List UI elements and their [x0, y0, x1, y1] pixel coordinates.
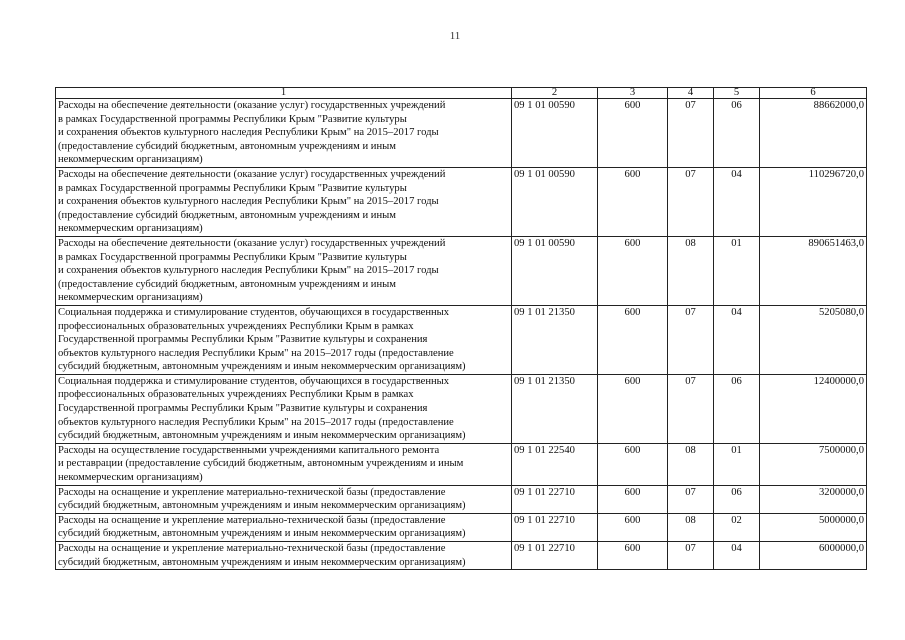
amount: 6000000,0 — [760, 542, 867, 570]
column-header: 3 — [598, 88, 668, 99]
column-header: 5 — [714, 88, 760, 99]
program-code: 09 1 01 22710 — [512, 542, 598, 570]
amount: 7500000,0 — [760, 443, 867, 485]
program-code: 09 1 01 00590 — [512, 167, 598, 236]
expense-description: Социальная поддержка и стимулирование студентов, обучающихся в государственных профессиональных образовательных учреждениях Республики Крым в рамках Государственной программы Республики Крым "Развитие культуры и сохранения объектов культурного наследия Республики Крым" на 2015–2017 годы (предоставление субсидий бюджетным, автономным учреждениям и иным некоммерческим организациям) — [56, 305, 512, 374]
subsection-code: 06 — [714, 374, 760, 443]
table-row — [56, 374, 867, 443]
expense-description: Расходы на оснащение и укрепление материально-технической базы (предоставление субсидий бюджетным, автономным учреждениям и иным некоммерческим организациям) — [56, 513, 512, 541]
table-row — [56, 513, 867, 541]
expense-type-code: 600 — [598, 513, 668, 541]
page-number: 11 — [449, 30, 461, 42]
expense-type-code: 600 — [598, 374, 668, 443]
program-code: 09 1 01 22710 — [512, 485, 598, 513]
expense-type-code: 600 — [598, 443, 668, 485]
subsection-code: 01 — [714, 443, 760, 485]
subsection-code: 04 — [714, 167, 760, 236]
expense-type-code: 600 — [598, 305, 668, 374]
amount: 890651463,0 — [760, 236, 867, 305]
section-code: 08 — [668, 513, 714, 541]
subsection-code: 04 — [714, 542, 760, 570]
expense-description: Расходы на оснащение и укрепление материально-технической базы (предоставление субсидий бюджетным, автономным учреждениям и иным некоммерческим организациям) — [56, 542, 512, 570]
subsection-code: 04 — [714, 305, 760, 374]
expense-type-code: 600 — [598, 167, 668, 236]
expense-description: Расходы на оснащение и укрепление материально-технической базы (предоставление субсидий бюджетным, автономным учреждениям и иным некоммерческим организациям) — [56, 485, 512, 513]
expense-description: Расходы на обеспечение деятельности (оказание услуг) государственных учреждений в рамках Государственной программы Республики Крым "Развитие культуры и сохранения объектов культурного наследия Республики Крым" на 2015–2017 годы (предоставление субсидий бюджетным, автономным учреждениям и иным некоммерческим организациям) — [56, 99, 512, 168]
section-code: 08 — [668, 443, 714, 485]
amount: 5205080,0 — [760, 305, 867, 374]
table-row — [56, 443, 867, 485]
expense-description: Расходы на обеспечение деятельности (оказание услуг) государственных учреждений в рамках Государственной программы Республики Крым "Развитие культуры и сохранения объектов культурного наследия Республики Крым" на 2015–2017 годы (предоставление субсидий бюджетным, автономным учреждениям и иным некоммерческим организациям) — [56, 167, 512, 236]
program-code: 09 1 01 00590 — [512, 236, 598, 305]
table-row — [56, 236, 867, 305]
section-code: 07 — [668, 167, 714, 236]
expense-type-code: 600 — [598, 542, 668, 570]
program-code: 09 1 01 22710 — [512, 513, 598, 541]
section-code: 07 — [668, 542, 714, 570]
table-row — [56, 305, 867, 374]
program-code: 09 1 01 22540 — [512, 443, 598, 485]
table-row — [56, 485, 867, 513]
expense-description: Расходы на обеспечение деятельности (оказание услуг) государственных учреждений в рамках Государственной программы Республики Крым "Развитие культуры и сохранения объектов культурного наследия Республики Крым" на 2015–2017 годы (предоставление субсидий бюджетным, автономным учреждениям и иным некоммерческим организациям) — [56, 236, 512, 305]
column-header: 6 — [760, 88, 867, 99]
section-code: 07 — [668, 305, 714, 374]
table-row — [56, 99, 867, 168]
program-code: 09 1 01 21350 — [512, 374, 598, 443]
budget-table — [55, 87, 867, 570]
column-header: 1 — [56, 88, 512, 99]
amount: 12400000,0 — [760, 374, 867, 443]
table-row — [56, 167, 867, 236]
expense-description: Социальная поддержка и стимулирование студентов, обучающихся в государственных профессиональных образовательных учреждениях Республики Крым в рамках Государственной программы Республики Крым "Развитие культуры и сохранения объектов культурного наследия Республики Крым" на 2015–2017 годы (предоставление субсидий бюджетным, автономным учреждениям и иным некоммерческим организациям) — [56, 374, 512, 443]
section-code: 07 — [668, 99, 714, 168]
column-header: 4 — [668, 88, 714, 99]
section-code: 07 — [668, 485, 714, 513]
program-code: 09 1 01 00590 — [512, 99, 598, 168]
expense-type-code: 600 — [598, 99, 668, 168]
amount: 88662000,0 — [760, 99, 867, 168]
section-code: 08 — [668, 236, 714, 305]
subsection-code: 06 — [714, 99, 760, 168]
amount: 5000000,0 — [760, 513, 867, 541]
column-header: 2 — [512, 88, 598, 99]
section-code: 07 — [668, 374, 714, 443]
subsection-code: 01 — [714, 236, 760, 305]
table-header-row — [56, 88, 867, 99]
amount: 3200000,0 — [760, 485, 867, 513]
subsection-code: 06 — [714, 485, 760, 513]
expense-type-code: 600 — [598, 236, 668, 305]
amount: 110296720,0 — [760, 167, 867, 236]
expense-type-code: 600 — [598, 485, 668, 513]
expense-description: Расходы на осуществление государственными учреждениями капитального ремонта и реставрации (предоставление субсидий бюджетным, автономным учреждениям и иным некоммерческим организациям) — [56, 443, 512, 485]
subsection-code: 02 — [714, 513, 760, 541]
table-row — [56, 542, 867, 570]
program-code: 09 1 01 21350 — [512, 305, 598, 374]
